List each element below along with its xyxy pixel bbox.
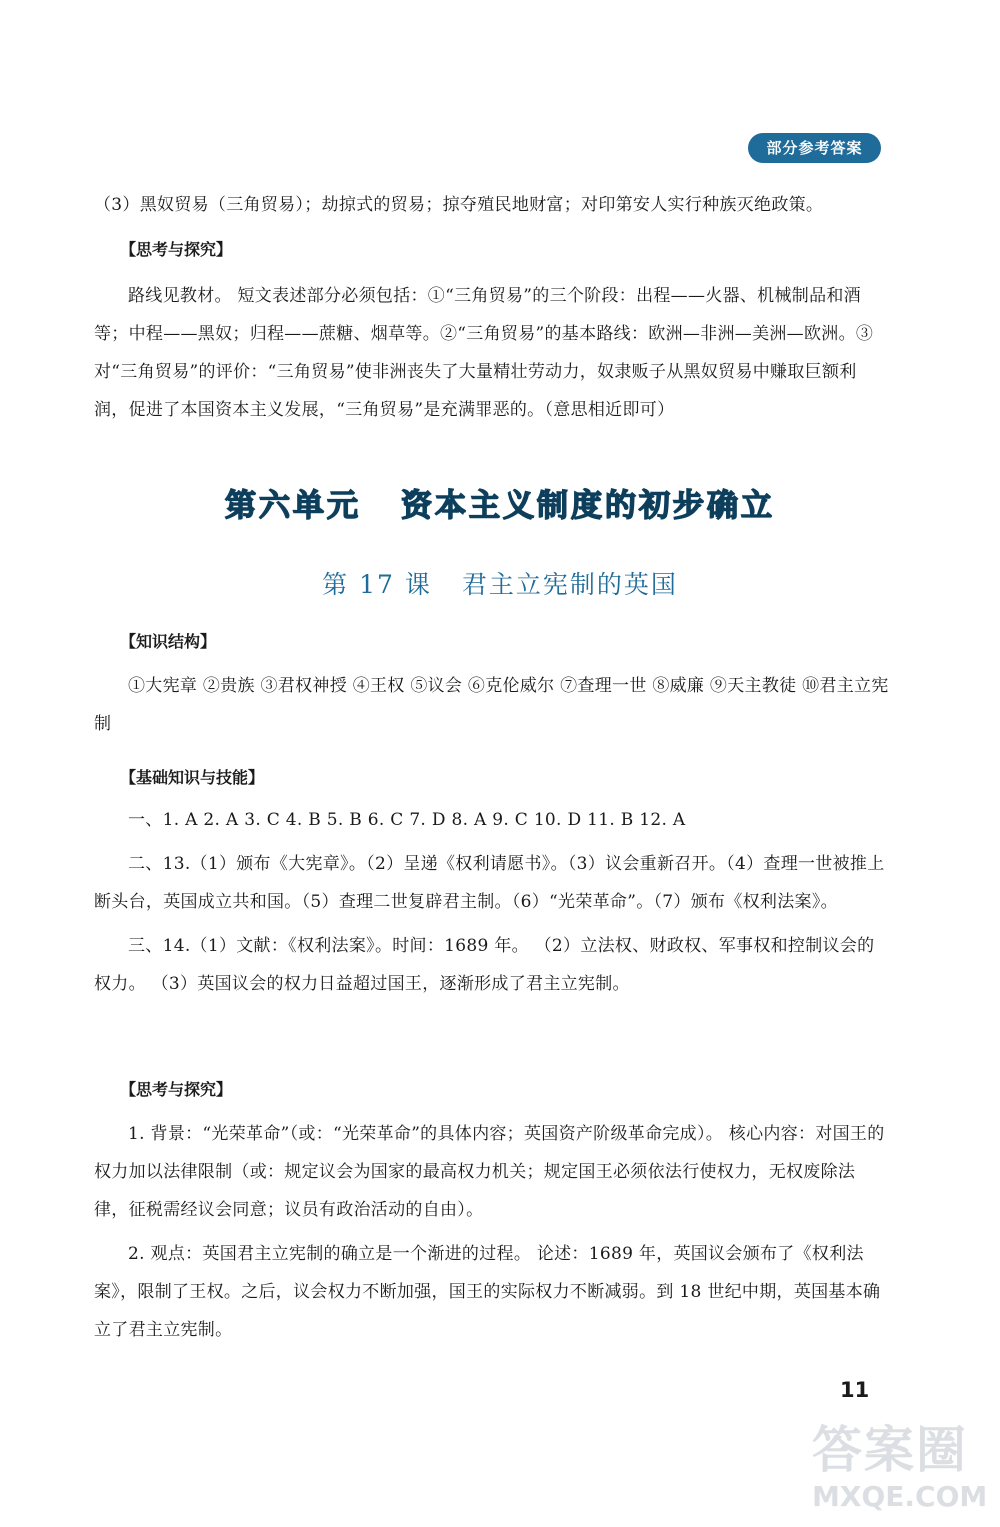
question-13-answer: 二、13.（1）颁布《大宪章》。（2）呈递《权利请愿书》。（3）议会重新召开。（4）查理一世被推上断头台，英国成立共和国。（5）查理二世复辟君主制。（6）“光荣革命”。（7）颁布《权利法案》。 — [94, 854, 885, 912]
think-explore-label: 【思考与探究】 — [120, 240, 233, 259]
unit-title — [0, 480, 1000, 525]
think-explore-label-2: 【思考与探究】 — [120, 1080, 233, 1099]
lesson-name: 君主立宪制的英国 — [461, 570, 678, 599]
knowledge-structure-text: ①大宪章 ②贵族 ③君权神授 ④王权 ⑤议会 ⑥克伦威尔 ⑦查理一世 ⑧威廉 ⑨天主教徒 ⑩君主立宪制 — [94, 676, 889, 734]
basic-skills-label: 【基础知识与技能】 — [120, 768, 265, 787]
basic-skills-answers — [94, 801, 889, 1003]
watermark-text: 答案圈 — [812, 1421, 968, 1479]
think-question-2-answer: 2. 观点：英国君主立宪制的确立是一个渐进的过程。 论述：1689 年，英国议会颁布了《权利法案》，限制了王权。之后，议会权力不断加强，国王的实际权力不断减弱。到 18 世纪中期，英国基本确立了君主立宪制。 — [94, 1244, 881, 1340]
page-number: 11 — [840, 1378, 870, 1402]
question-14-answer: 三、14.（1）文献：《权利法案》。时间：1689 年。 （2）立法权、财政权、军事权和控制议会的权力。 （3）英国议会的权力日益超过国王，逐渐形成了君主立宪制。 — [94, 936, 875, 994]
top-answers — [94, 186, 889, 224]
lesson-title — [0, 565, 1000, 601]
answer-item-3: （3）黑奴贸易（三角贸易）；劫掠式的贸易；掠夺殖民地财富；对印第安人实行种族灭绝政策。 — [94, 195, 824, 215]
multiple-choice-answers: 一、1. A 2. A 3. C 4. B 5. B 6. C 7. D 8. A 9. C 10. D 11. B 12. A — [128, 810, 686, 830]
watermark-url: MXQE.COM — [812, 1480, 988, 1513]
think-explore-text: 路线见教材。 短文表述部分必须包括：①“三角贸易”的三个阶段：出程——火器、机械制品和酒等；中程——黑奴；归程——蔗糖、烟草等。②“三角贸易”的基本路线：欧洲—非洲—美洲—欧洲。③对“三角贸易”的评价：“三角贸易”使非洲丧失了大量精壮劳动力，奴隶贩子从黑奴贸易中赚取巨额利润，促进了本国资本主义发展，“三角贸易”是充满罪恶的。（意思相近即可） — [94, 286, 874, 420]
unit-name: 资本主义制度的初步确立 — [401, 488, 775, 524]
knowledge-structure-label: 【知识结构】 — [120, 632, 217, 651]
answer-section-badge: 部分参考答案 — [748, 133, 881, 163]
think-explore-answer — [94, 277, 889, 429]
watermark-logo — [812, 1420, 992, 1525]
knowledge-structure-answers — [94, 667, 889, 743]
think-question-1-answer: 1. 背景：“光荣革命”（或：“光荣革命”的具体内容；英国资产阶级革命完成）。 核心内容：对国王的权力加以法律限制（或：规定议会为国家的最高权力机关；规定国王必须依法行使权力，无权废除法律，征税需经议会同意；议员有政治活动的自由）。 — [94, 1124, 885, 1220]
unit-number: 第六单元 — [225, 488, 361, 524]
think-explore-answers-2 — [94, 1115, 889, 1349]
lesson-number: 第 17 课 — [322, 570, 432, 599]
